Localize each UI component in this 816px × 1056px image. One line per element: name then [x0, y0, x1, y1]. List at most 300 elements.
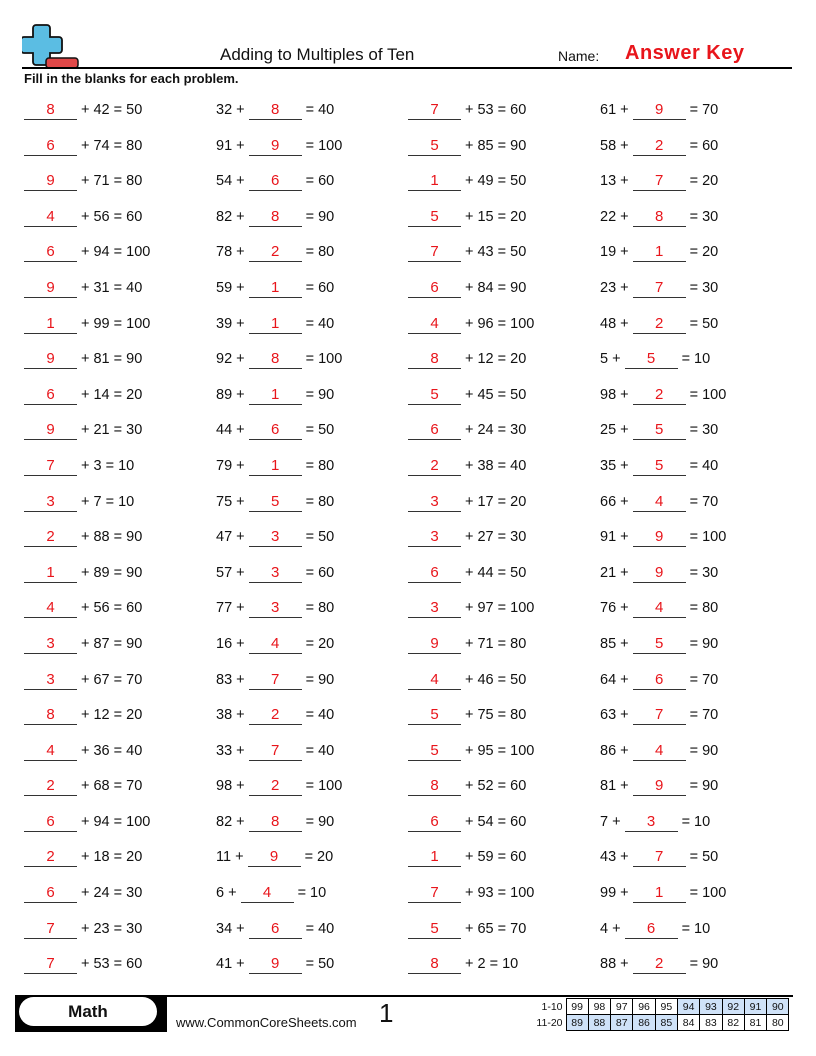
answer-blank[interactable]: 4 [633, 493, 686, 512]
answer-blank[interactable]: 6 [24, 243, 77, 262]
answer-blank[interactable]: 9 [24, 421, 77, 440]
addend-text: 81 + [600, 778, 629, 795]
score-cell: 98 [588, 999, 610, 1015]
answer-blank[interactable]: 6 [24, 386, 77, 405]
problem-item [216, 884, 326, 903]
answer-blank[interactable]: 6 [408, 279, 461, 298]
problem-item [408, 208, 526, 227]
problem-item [216, 706, 334, 725]
name-label: Name: [558, 48, 600, 64]
equation-text: = 50 [689, 849, 719, 866]
problem-item [408, 279, 526, 298]
answer-blank[interactable]: 1 [633, 243, 686, 262]
worksheet-footer [15, 995, 793, 1031]
problem-item [24, 208, 142, 227]
equation-text: = 100 [305, 137, 343, 154]
equation-text: + 93 = 100 [465, 885, 535, 902]
problem-item [408, 777, 526, 796]
problem-item [600, 848, 718, 867]
problem-row [0, 341, 816, 377]
score-cell: 91 [744, 999, 766, 1015]
problem-item [24, 421, 142, 440]
addend-text: 19 + [600, 244, 629, 261]
problem-item [24, 528, 142, 547]
problem-item [24, 386, 142, 405]
equation-text: + 67 = 70 [81, 671, 143, 688]
equation-text: + 56 = 60 [81, 208, 143, 225]
equation-text: = 80 [689, 600, 719, 617]
equation-text: + 71 = 80 [465, 635, 527, 652]
score-cell: 97 [611, 999, 633, 1015]
answer-blank[interactable]: 9 [248, 848, 301, 867]
problem-item [600, 279, 718, 298]
answer-blank[interactable]: 8 [408, 777, 461, 796]
answer-blank[interactable]: 2 [249, 706, 302, 725]
problem-item [408, 920, 526, 939]
addend-text: 11 + [216, 849, 244, 866]
problem-row [0, 768, 816, 804]
answer-blank[interactable]: 3 [24, 635, 77, 654]
equation-text: = 90 [305, 813, 335, 830]
answer-blank[interactable]: 6 [24, 813, 77, 832]
equation-text: = 60 [305, 279, 335, 296]
answer-blank[interactable]: 4 [24, 599, 77, 618]
problem-item [24, 884, 142, 903]
answer-blank[interactable]: 4 [249, 635, 302, 654]
answer-blank[interactable]: 8 [249, 208, 302, 227]
problem-item [600, 884, 726, 903]
answer-blank[interactable]: 3 [408, 528, 461, 547]
answer-blank[interactable]: 3 [408, 493, 461, 512]
equation-text: + 18 = 20 [81, 849, 143, 866]
equation-text: = 20 [304, 849, 334, 866]
answer-blank[interactable]: 7 [633, 172, 686, 191]
problem-row [0, 377, 816, 413]
problem-item [216, 955, 334, 974]
answer-blank[interactable]: 5 [408, 742, 461, 761]
problem-item [408, 386, 526, 405]
answer-blank[interactable]: 1 [408, 848, 461, 867]
problem-row [0, 555, 816, 591]
addend-text: 89 + [216, 386, 245, 403]
addend-text: 25 + [600, 422, 629, 439]
addend-text: 32 + [216, 102, 245, 118]
equation-text: = 90 [689, 742, 719, 759]
problem-row [0, 839, 816, 875]
problem-item [216, 635, 334, 654]
answer-blank[interactable]: 1 [249, 457, 302, 476]
answer-blank[interactable]: 4 [408, 671, 461, 690]
website-url: www.CommonCoreSheets.com [176, 1015, 357, 1030]
problem-item [408, 457, 526, 476]
answer-blank[interactable]: 1 [249, 279, 302, 298]
equation-text: = 70 [689, 671, 719, 688]
answer-blank[interactable]: 5 [633, 457, 686, 476]
score-cell: 92 [722, 999, 744, 1015]
addend-text: 82 + [216, 813, 245, 830]
equation-text: = 10 [681, 920, 711, 937]
answer-blank[interactable]: 1 [633, 884, 686, 903]
equation-text: + 81 = 90 [81, 351, 143, 368]
score-cell: 83 [700, 1015, 722, 1031]
answer-blank[interactable]: 6 [249, 421, 302, 440]
problem-item [600, 671, 718, 690]
problem-item [216, 599, 334, 618]
answer-blank[interactable]: 2 [633, 955, 686, 974]
answer-blank[interactable]: 3 [24, 671, 77, 690]
answer-blank[interactable]: 3 [249, 599, 302, 618]
problem-item [216, 421, 334, 440]
problem-item [408, 350, 526, 369]
problem-item [408, 528, 526, 547]
answer-blank[interactable]: 4 [633, 742, 686, 761]
problem-item [216, 208, 334, 227]
problem-row [0, 626, 816, 662]
answer-blank[interactable]: 5 [408, 706, 461, 725]
problem-item [24, 243, 150, 262]
answer-blank[interactable]: 5 [625, 350, 678, 369]
addend-text: 54 + [216, 173, 245, 190]
addend-text: 98 + [600, 386, 629, 403]
answer-blank[interactable]: 5 [408, 386, 461, 405]
answer-blank[interactable]: 4 [24, 742, 77, 761]
problem-item [600, 564, 718, 583]
problem-row [0, 484, 816, 520]
equation-text: = 100 [689, 386, 727, 403]
equation-text: + 44 = 50 [465, 564, 527, 581]
equation-text: + 45 = 50 [465, 386, 527, 403]
addend-text: 77 + [216, 600, 245, 617]
addend-text: 34 + [216, 920, 245, 937]
answer-blank[interactable]: 4 [633, 599, 686, 618]
answer-blank[interactable]: 1 [249, 315, 302, 334]
answer-blank[interactable]: 7 [24, 920, 77, 939]
problem-item [216, 671, 334, 690]
answer-blank[interactable]: 7 [633, 848, 686, 867]
answer-blank[interactable]: 7 [24, 457, 77, 476]
equation-text: = 90 [689, 778, 719, 795]
addend-text: 64 + [600, 671, 629, 688]
addend-text: 91 + [216, 137, 245, 154]
addend-text: 85 + [600, 635, 629, 652]
equation-text: = 20 [689, 244, 719, 261]
header-divider [22, 67, 792, 69]
answer-blank[interactable]: 9 [24, 279, 77, 298]
problem-item [24, 315, 150, 334]
equation-text: + 17 = 20 [465, 493, 527, 510]
answer-blank[interactable]: 3 [408, 599, 461, 618]
equation-text: = 90 [305, 386, 335, 403]
equation-text: = 30 [689, 422, 719, 439]
answer-blank[interactable]: 8 [24, 706, 77, 725]
equation-text: = 70 [689, 707, 719, 724]
answer-blank[interactable]: 2 [24, 848, 77, 867]
answer-blank[interactable]: 1 [249, 386, 302, 405]
problem-item [600, 101, 718, 120]
equation-text: + 54 = 60 [465, 813, 527, 830]
answer-blank[interactable]: 2 [24, 528, 77, 547]
answer-blank[interactable]: 8 [24, 101, 77, 120]
problem-item [216, 813, 334, 832]
equation-text: = 10 [297, 885, 327, 902]
answer-blank[interactable]: 2 [249, 777, 302, 796]
answer-key-label: Answer Key [625, 42, 745, 64]
problem-row [0, 875, 816, 911]
answer-blank[interactable]: 7 [633, 706, 686, 725]
addend-text: 92 + [216, 351, 245, 368]
answer-blank[interactable]: 8 [408, 350, 461, 369]
answer-blank[interactable]: 8 [249, 350, 302, 369]
problem-item [600, 528, 726, 547]
answer-blank[interactable]: 9 [633, 564, 686, 583]
equation-text: = 80 [305, 457, 335, 474]
answer-blank[interactable]: 6 [633, 671, 686, 690]
equation-text: + 88 = 90 [81, 529, 143, 546]
equation-text: + 95 = 100 [465, 742, 535, 759]
equation-text: + 38 = 40 [465, 457, 527, 474]
equation-text: + 46 = 50 [465, 671, 527, 688]
score-cell: 93 [700, 999, 722, 1015]
addend-text: 39 + [216, 315, 245, 332]
problem-row [0, 163, 816, 199]
equation-text: = 100 [305, 778, 343, 795]
problem-row [0, 519, 816, 555]
problem-item [600, 635, 718, 654]
problem-item [600, 955, 718, 974]
score-cell: 84 [677, 1015, 699, 1031]
problem-item [408, 243, 526, 262]
addend-text: 57 + [216, 564, 245, 581]
equation-text: + 7 = 10 [81, 493, 135, 510]
answer-blank[interactable]: 6 [408, 421, 461, 440]
equation-text: + 24 = 30 [81, 885, 143, 902]
problem-item [408, 599, 534, 618]
answer-blank[interactable]: 7 [24, 955, 77, 974]
page-number: 1 [379, 998, 394, 1028]
answer-blank[interactable]: 2 [633, 315, 686, 334]
answer-blank[interactable]: 5 [249, 493, 302, 512]
answer-blank[interactable]: 6 [24, 884, 77, 903]
equation-text: = 40 [305, 920, 335, 937]
equation-text: = 10 [681, 351, 711, 368]
addend-text: 79 + [216, 457, 245, 474]
problem-item [600, 777, 718, 796]
problem-item [24, 101, 142, 120]
problem-row [0, 590, 816, 626]
equation-text: = 70 [689, 493, 719, 510]
problem-item [24, 671, 142, 690]
score-cell: 82 [722, 1015, 744, 1031]
equation-text: + 65 = 70 [465, 920, 527, 937]
problem-item [216, 315, 334, 334]
score-cell: 80 [767, 1015, 789, 1031]
addend-text: 66 + [600, 493, 629, 510]
answer-blank[interactable]: 6 [408, 564, 461, 583]
problem-item [216, 137, 342, 156]
answer-blank[interactable]: 2 [633, 386, 686, 405]
addend-text: 35 + [600, 457, 629, 474]
answer-blank[interactable]: 7 [249, 671, 302, 690]
answer-blank[interactable]: 2 [633, 137, 686, 156]
problem-item [216, 101, 334, 120]
score-cell: 88 [588, 1015, 610, 1031]
equation-text: + 27 = 30 [465, 529, 527, 546]
answer-blank[interactable]: 1 [24, 315, 77, 334]
answer-blank[interactable]: 5 [408, 920, 461, 939]
addend-text: 23 + [600, 279, 629, 296]
score-cell: 94 [677, 999, 699, 1015]
problem-item [408, 493, 526, 512]
answer-blank[interactable]: 6 [625, 920, 678, 939]
instructions: Fill in the blanks for each problem. [24, 71, 239, 86]
answer-blank[interactable]: 9 [249, 955, 302, 974]
answer-blank[interactable]: 7 [249, 742, 302, 761]
answer-blank[interactable]: 4 [408, 315, 461, 334]
answer-blank[interactable]: 2 [408, 457, 461, 476]
answer-blank[interactable]: 3 [24, 493, 77, 512]
problem-row [0, 733, 816, 769]
score-table [530, 998, 789, 1031]
problem-item [408, 635, 526, 654]
answer-blank[interactable]: 8 [249, 813, 302, 832]
problem-item [216, 742, 334, 761]
answer-blank[interactable]: 9 [24, 172, 77, 191]
problem-item [600, 706, 718, 725]
equation-text: + 12 = 20 [465, 351, 527, 368]
problem-row [0, 448, 816, 484]
answer-blank[interactable]: 4 [241, 884, 294, 903]
equation-text: + 99 = 100 [81, 315, 151, 332]
answer-blank[interactable]: 9 [249, 137, 302, 156]
answer-blank[interactable]: 7 [408, 101, 461, 120]
answer-blank[interactable]: 9 [633, 528, 686, 547]
answer-blank[interactable]: 1 [24, 564, 77, 583]
problem-item [216, 279, 334, 298]
answer-blank[interactable]: 7 [408, 884, 461, 903]
subject-badge-bg [15, 995, 167, 1032]
addend-text: 6 + [216, 885, 237, 902]
equation-text: + 96 = 100 [465, 315, 535, 332]
answer-blank[interactable]: 6 [249, 920, 302, 939]
problem-item [24, 706, 142, 725]
answer-blank[interactable]: 4 [24, 208, 77, 227]
problem-item [216, 350, 342, 369]
score-cell: 86 [633, 1015, 655, 1031]
equation-text: + 68 = 70 [81, 778, 143, 795]
problem-item [24, 813, 150, 832]
answer-blank[interactable]: 5 [633, 635, 686, 654]
equation-text: + 12 = 20 [81, 707, 143, 724]
equation-text: = 30 [689, 279, 719, 296]
problem-row [0, 911, 816, 947]
equation-text: + 14 = 20 [81, 386, 143, 403]
answer-blank[interactable]: 7 [408, 243, 461, 262]
equation-text: = 70 [689, 102, 719, 118]
score-cell: 90 [767, 999, 789, 1015]
problem-item [216, 172, 334, 191]
answer-blank[interactable]: 8 [249, 101, 302, 120]
equation-text: = 40 [305, 315, 335, 332]
answer-blank[interactable]: 8 [633, 208, 686, 227]
problem-item [600, 813, 710, 832]
problem-item [600, 137, 718, 156]
equation-text: = 90 [305, 208, 335, 225]
problem-item [216, 457, 334, 476]
score-cell: 87 [611, 1015, 633, 1031]
answer-blank[interactable]: 7 [633, 279, 686, 298]
answer-blank[interactable]: 1 [408, 172, 461, 191]
addend-text: 75 + [216, 493, 245, 510]
equation-text: + 94 = 100 [81, 244, 151, 261]
answer-blank[interactable]: 9 [633, 101, 686, 120]
addend-text: 58 + [600, 137, 629, 154]
answer-blank[interactable]: 3 [625, 813, 678, 832]
addend-text: 4 + [600, 920, 621, 937]
answer-blank[interactable]: 9 [633, 777, 686, 796]
problem-item [24, 955, 142, 974]
addend-text: 33 + [216, 742, 245, 759]
problem-row [0, 92, 816, 128]
answer-blank[interactable]: 5 [633, 421, 686, 440]
problem-item [24, 742, 142, 761]
problem-item [408, 315, 534, 334]
equation-text: + 85 = 90 [465, 137, 527, 154]
equation-text: = 50 [305, 956, 335, 973]
problem-item [24, 920, 142, 939]
answer-blank[interactable]: 2 [24, 777, 77, 796]
answer-blank[interactable]: 6 [408, 813, 461, 832]
score-range-label: 11-20 [536, 1016, 563, 1029]
problem-item [216, 528, 334, 547]
equation-text: + 89 = 90 [81, 564, 143, 581]
answer-blank[interactable]: 3 [249, 528, 302, 547]
equation-text: = 90 [689, 956, 719, 973]
problem-item [600, 421, 718, 440]
answer-blank[interactable]: 9 [24, 350, 77, 369]
addend-text: 82 + [216, 208, 245, 225]
answer-blank[interactable]: 6 [24, 137, 77, 156]
equation-text: + 59 = 60 [465, 849, 527, 866]
answer-blank[interactable]: 5 [408, 208, 461, 227]
answer-blank[interactable]: 6 [249, 172, 302, 191]
answer-blank[interactable]: 9 [408, 635, 461, 654]
problem-item [408, 706, 526, 725]
problem-row [0, 199, 816, 235]
equation-text: = 40 [305, 102, 335, 118]
equation-text: = 60 [305, 564, 335, 581]
problem-item [408, 137, 526, 156]
equation-text: + 31 = 40 [81, 279, 143, 296]
answer-blank[interactable]: 2 [249, 243, 302, 262]
equation-text: + 56 = 60 [81, 600, 143, 617]
problem-row [0, 128, 816, 164]
problem-row [0, 662, 816, 698]
answer-blank[interactable]: 8 [408, 955, 461, 974]
problem-item [600, 493, 718, 512]
problem-row [0, 412, 816, 448]
problem-item [216, 386, 334, 405]
addend-text: 5 + [600, 351, 621, 368]
problem-item [408, 172, 526, 191]
equation-text: = 80 [305, 493, 335, 510]
problem-item [24, 137, 142, 156]
equation-text: = 100 [689, 885, 727, 902]
answer-blank[interactable]: 5 [408, 137, 461, 156]
answer-blank[interactable]: 3 [249, 564, 302, 583]
equation-text: = 50 [305, 422, 335, 439]
equation-text: = 80 [305, 244, 335, 261]
equation-text: = 40 [305, 742, 335, 759]
